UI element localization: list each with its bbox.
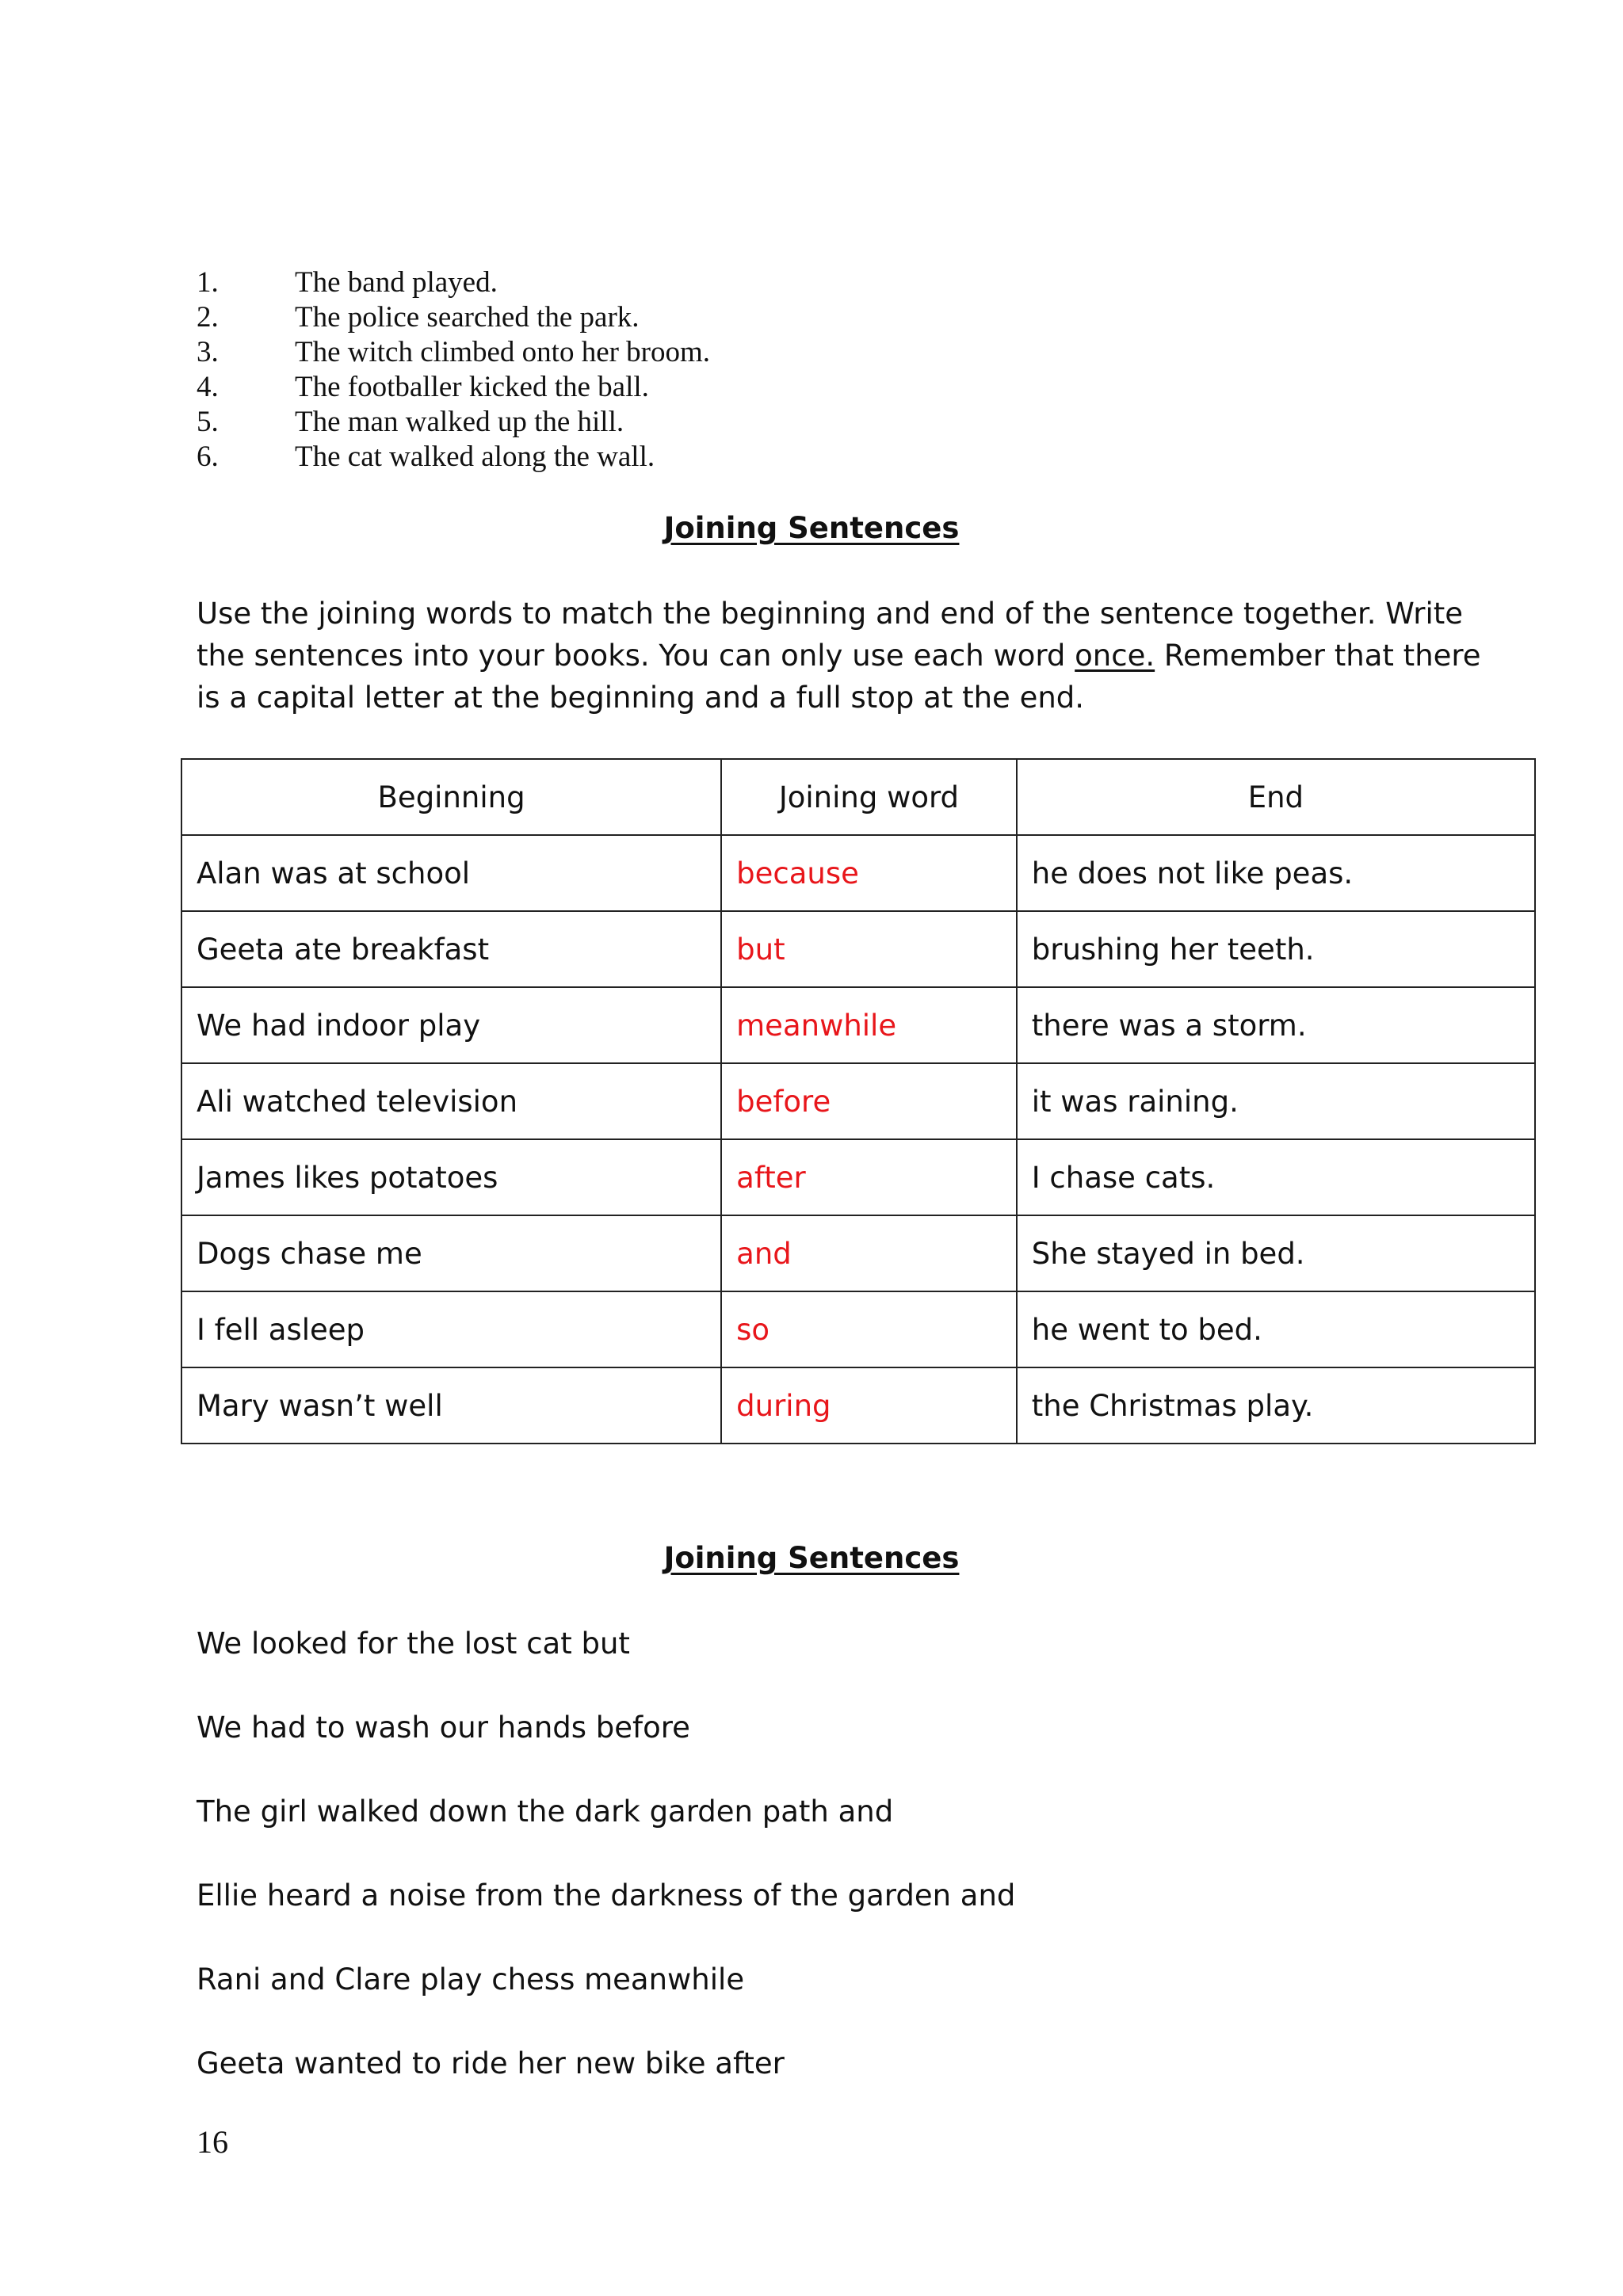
instructions-paragraph: [197, 593, 1496, 719]
cell-joining-word: and: [721, 1215, 1017, 1291]
list-text: The footballer kicked the ball.: [295, 371, 649, 403]
instructions-line: [197, 635, 1496, 677]
instructions-line: is a capital letter at the beginning and a full stop at the end.: [197, 681, 1085, 715]
sentence-starter: We looked for the lost cat but: [197, 1627, 630, 1661]
list-number: 1.: [197, 266, 219, 299]
cell-joining-word: so: [721, 1291, 1017, 1367]
list-text: The cat walked along the wall.: [295, 441, 655, 473]
cell-end: She stayed in bed.: [1017, 1215, 1535, 1291]
table-row: [181, 1139, 1535, 1215]
cell-end: he does not like peas.: [1017, 835, 1535, 911]
cell-beginning: Alan was at school: [181, 835, 721, 911]
table-row: [181, 1215, 1535, 1291]
table-header-row: [181, 759, 1535, 835]
cell-beginning: Geeta ate breakfast: [181, 911, 721, 987]
list-text: The police searched the park.: [295, 301, 640, 334]
list-number: 3.: [197, 336, 219, 368]
column-header-beginning: Beginning: [181, 759, 721, 835]
joining-words-table: [181, 758, 1536, 1444]
cell-end: there was a storm.: [1017, 987, 1535, 1063]
list-text: The man walked up the hill.: [295, 406, 624, 438]
column-header-joining-word: Joining word: [721, 759, 1017, 835]
sentence-starter: The girl walked down the dark garden path and: [197, 1794, 894, 1829]
underlined-word-once: once.: [1075, 639, 1155, 673]
sentence-starter: Rani and Clare play chess meanwhile: [197, 1962, 745, 1997]
cell-beginning: Ali watched television: [181, 1063, 721, 1139]
table-row: [181, 1367, 1535, 1444]
cell-joining-word: because: [721, 835, 1017, 911]
cell-end: he went to bed.: [1017, 1291, 1535, 1367]
table-row: [181, 835, 1535, 911]
cell-joining-word: meanwhile: [721, 987, 1017, 1063]
cell-joining-word: but: [721, 911, 1017, 987]
cell-beginning: We had indoor play: [181, 987, 721, 1063]
table-row: [181, 987, 1535, 1063]
cell-beginning: Dogs chase me: [181, 1215, 721, 1291]
section-heading-joining-sentences: Joining Sentences: [663, 511, 960, 545]
sentence-starter: We had to wash our hands before: [197, 1711, 690, 1745]
column-header-end: End: [1017, 759, 1535, 835]
cell-end: brushing her teeth.: [1017, 911, 1535, 987]
instructions-text: the sentences into your books. You can only use each word: [197, 639, 1075, 673]
cell-beginning: James likes potatoes: [181, 1139, 721, 1215]
list-number: 5.: [197, 406, 219, 438]
cell-end: it was raining.: [1017, 1063, 1535, 1139]
sentence-starters-list: [197, 1620, 1015, 2124]
page-number: 16: [197, 2124, 228, 2160]
instructions-text: Remember that there: [1155, 639, 1481, 673]
list-text: The witch climbed onto her broom.: [295, 336, 711, 368]
list-number: 6.: [197, 441, 219, 473]
sentence-starter: Geeta wanted to ride her new bike after: [197, 2046, 785, 2081]
table-row: [181, 1291, 1535, 1367]
sentence-starter: Ellie heard a noise from the darkness of the garden and: [197, 1878, 1016, 1913]
cell-end: I chase cats.: [1017, 1139, 1535, 1215]
instructions-line: Use the joining words to match the beginning and end of the sentence together. Write: [197, 597, 1463, 631]
cell-end: the Christmas play.: [1017, 1367, 1535, 1444]
cell-beginning: I fell asleep: [181, 1291, 721, 1367]
table-row: [181, 1063, 1535, 1139]
cell-joining-word: after: [721, 1139, 1017, 1215]
list-number: 4.: [197, 371, 219, 403]
list-text: The band played.: [295, 266, 498, 299]
list-number: 2.: [197, 301, 219, 334]
table-row: [181, 911, 1535, 987]
cell-joining-word: during: [721, 1367, 1017, 1444]
cell-beginning: Mary wasn’t well: [181, 1367, 721, 1444]
cell-joining-word: before: [721, 1063, 1017, 1139]
section-heading-joining-sentences-2: Joining Sentences: [663, 1541, 960, 1575]
